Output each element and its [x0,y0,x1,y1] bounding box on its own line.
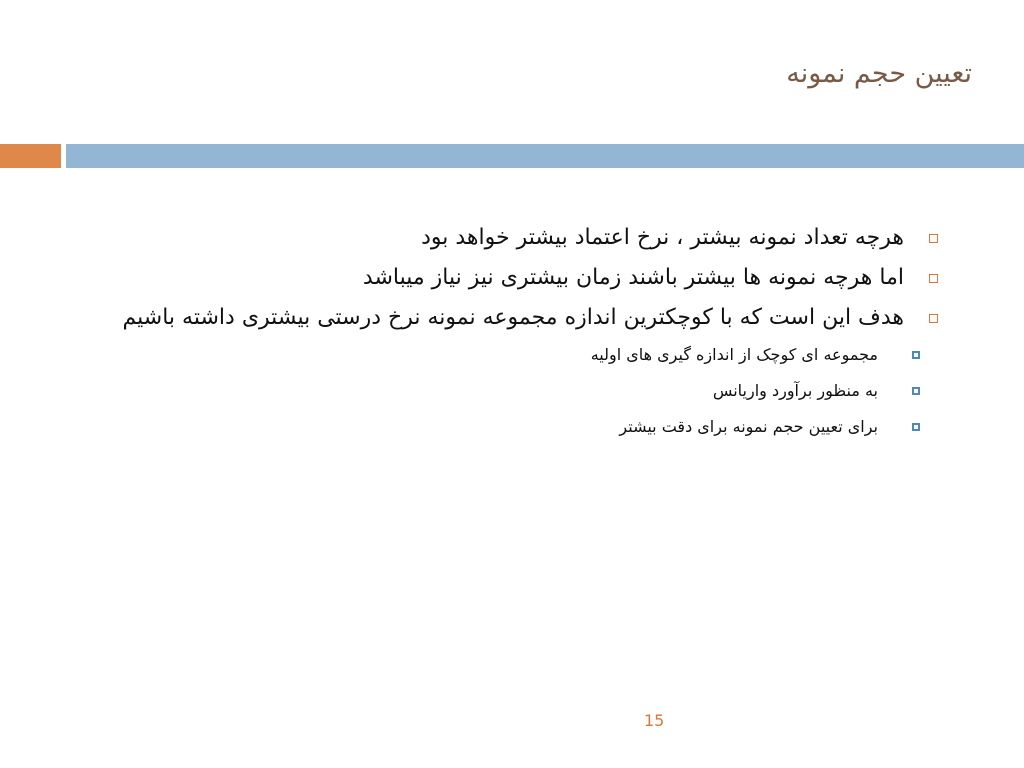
bullet-item [108,222,938,254]
header-accent-orange-bar [0,144,61,168]
square-bullet-icon [929,314,938,323]
square-sub-bullet-icon [912,387,920,395]
sub-bullet-item [108,342,920,368]
page-number: 15 [644,711,665,730]
square-sub-bullet-icon [912,423,920,431]
bullet-item [108,262,938,294]
bullet-text: اما هرچه نمونه ها بیشتر باشند زمان بیشتری نیز نیاز میباشد [362,265,904,290]
sub-bullet-item [108,414,920,440]
slide-title: تعیین حجم نمونه [786,58,972,89]
square-sub-bullet-icon [912,351,920,359]
sub-bullet-text: به منظور برآورد واریانس [712,381,878,400]
bullet-item [108,302,938,334]
bullet-list [108,222,938,450]
sub-bullet-text: مجموعه ای کوچک از اندازه گیری های اولیه [590,345,878,364]
bullet-text: هرچه تعداد نمونه بیشتر ، نرخ اعتماد بیشتر خواهد بود [421,225,904,250]
square-bullet-icon [929,234,938,243]
bullet-text: هدف این است که با کوچکترین اندازه مجموعه نمونه نرخ درستی بیشتری داشته باشیم [122,305,904,330]
sub-bullet-item [108,378,920,404]
header-accent-blue-bar [66,144,1024,168]
sub-bullet-list [108,342,938,440]
square-bullet-icon [929,274,938,283]
sub-bullet-text: برای تعیین حجم نمونه برای دقت بیشتر [619,417,878,436]
